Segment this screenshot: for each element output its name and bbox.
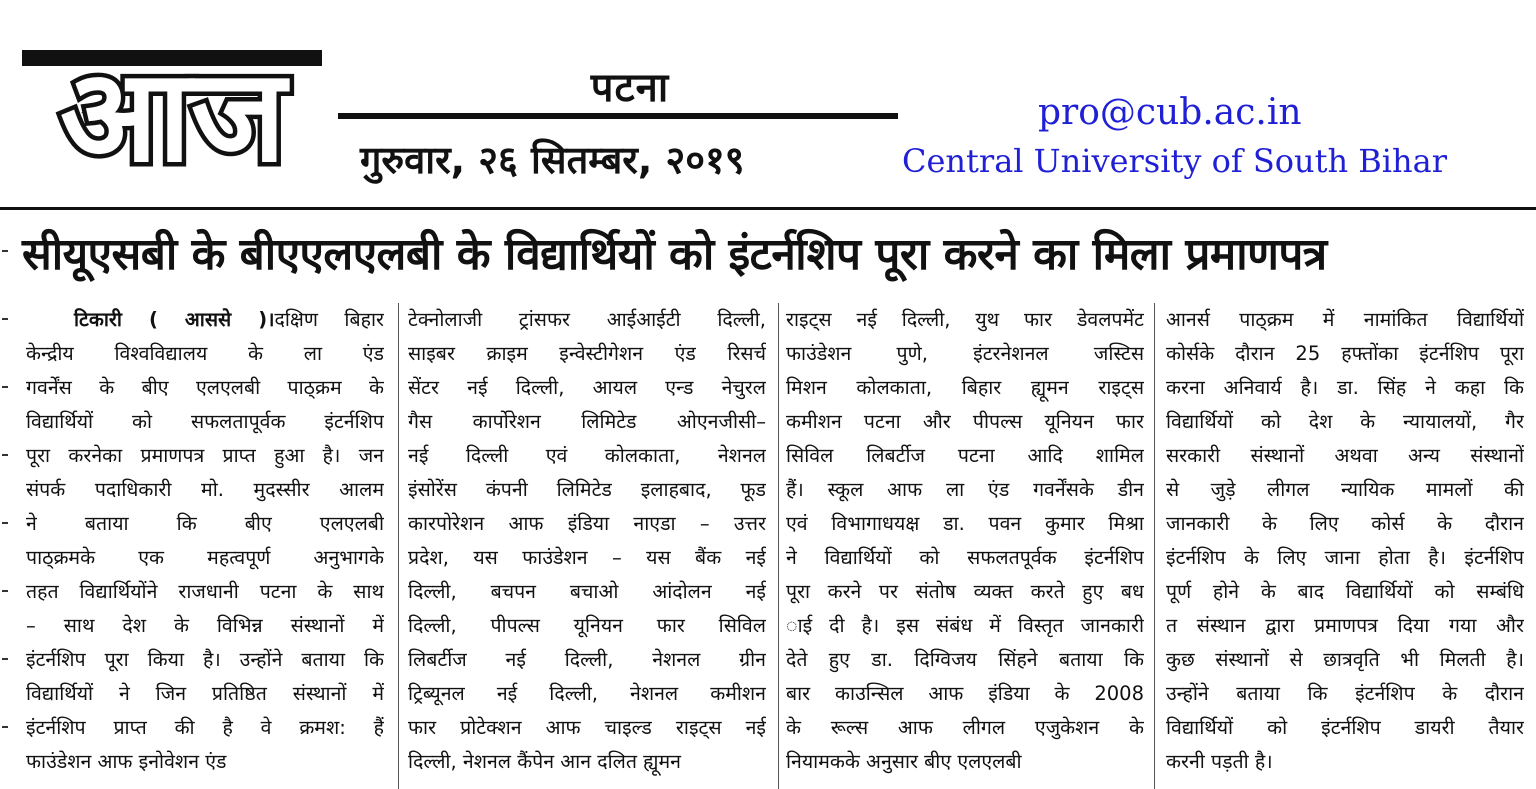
article-line: टेक्नोलाजी ट्रांसफर आईआईटी दिल्ली, <box>408 308 766 331</box>
article-column-3 <box>786 303 1144 789</box>
edition-city: पटना <box>590 65 670 111</box>
article-line: तहत विद्यार्थियोंने राजधानी पटना के साथ <box>26 580 384 603</box>
column-divider <box>398 303 399 789</box>
article-line: कोर्सके दौरान 25 हफ्तोंका इंटर्नशिप पूरा <box>1166 342 1524 365</box>
university-name: Central University of South Bihar <box>902 142 1448 180</box>
article-line: दिल्ली, बचपन बचाओ आंदोलन नई <box>408 580 766 603</box>
article-line: से जुड़े लीगल न्यायिक मामलों की <box>1166 478 1524 501</box>
article-line: विद्यार्थियों ने जिन प्रतिष्ठित संस्थानों में <box>26 682 384 705</box>
margin-mark <box>2 454 8 456</box>
article-body <box>26 303 1526 789</box>
article-column-1 <box>26 303 384 789</box>
article-line: ाई दी है। इस संबंध में विस्तृत जानकारी <box>786 614 1144 637</box>
article-line: गवर्नेंस के बीए एलएलबी पाठ्क्रम के <box>26 376 384 399</box>
article-line: मिशन कोलकाता, बिहार ह्यूमन राइट्स <box>786 376 1144 399</box>
article-line: उन्होंने बताया कि इंटर्नशिप के दौरान <box>1166 682 1524 705</box>
article-line: गैस कार्पोरेशन लिमिटेड ओएनजीसी– <box>408 410 766 433</box>
column-divider <box>778 303 779 789</box>
article-dateline: टिकारी ( आससे )। <box>74 308 275 331</box>
article-line: आनर्स पाठ्क्रम में नामांकित विद्यार्थियों <box>1166 308 1524 331</box>
city-underline <box>338 113 898 119</box>
article-line: दिल्ली, पीपल्स यूनियन फार सिविल <box>408 614 766 637</box>
article-column-2 <box>408 303 766 789</box>
article-line: के रूल्स आफ लीगल एजुकेशन के <box>786 716 1144 739</box>
article-line: नियामकके अनुसार बीए एलएलबी <box>786 750 1022 773</box>
article-line: त संस्थान द्वारा प्रमाणपत्र दिया गया और <box>1166 614 1524 637</box>
article-line: विद्यार्थियों को सफलतापूर्वक इंटर्नशिप <box>26 410 384 433</box>
adjacent-column-edge <box>0 228 14 788</box>
article-column-4 <box>1166 303 1524 789</box>
article-line: सरकारी संस्थानों अथवा अन्य संस्थानों <box>1166 444 1524 467</box>
margin-mark <box>2 318 8 320</box>
article-line: हैं। स्कूल आफ ला एंड गवर्नेंसके डीन <box>786 478 1144 501</box>
article-line: विद्यार्थियों को इंटर्नशिप डायरी तैयार <box>1166 716 1524 739</box>
article-line: एवं विभागाधयक्ष डा. पवन कुमार मिश्रा <box>786 512 1144 535</box>
article-line-text: दक्षिण बिहार <box>274 308 384 331</box>
article-line: पूरा करनेका प्रमाणपत्र प्राप्त हुआ है। जन <box>26 444 384 467</box>
article-line: संपर्क पदाधिकारी मो. मुदस्सीर आलम <box>26 478 384 501</box>
article-line: कुछ संस्थानों से छात्रवृति भी मिलती है। <box>1166 648 1524 671</box>
article-line: करना अनिवार्य है। डा. सिंह ने कहा कि <box>1166 376 1524 399</box>
article-line: कमीशन पटना और पीपल्स यूनियन फार <box>786 410 1144 433</box>
masthead <box>0 0 1536 210</box>
article-line: ने बताया कि बीए एलएलबी <box>26 512 384 535</box>
aaj-logo-mark <box>8 28 338 178</box>
article-line: इंसोरेंस कंपनी लिमिटेड इलाहबाद, फूड <box>408 478 766 501</box>
header-divider <box>0 207 1536 210</box>
article-line: बार काउन्सिल आफ इंडिया के 2008 <box>786 682 1144 705</box>
article-line: पाठ्क्रमके एक महत्वपूर्ण अनुभागके <box>26 546 384 569</box>
margin-mark <box>2 590 8 592</box>
article-line: इंटर्नशिप प्राप्त की है वे क्रमश: हैं <box>26 716 384 739</box>
article-line: कारपोरेशन आफ इंडिया नाएडा – उत्तर <box>408 512 766 535</box>
newspaper-logo <box>8 28 338 178</box>
article-line: विद्यार्थियों को देश के न्यायालयों, गैर <box>1166 410 1524 433</box>
contact-email: pro@cub.ac.in <box>1038 92 1302 133</box>
article-line: ट्रिब्यूनल नई दिल्ली, नेशनल कमीशन <box>408 682 766 705</box>
article-line: प्रदेश, यस फाउंडेशन – यस बैंक नई <box>408 546 766 569</box>
article-line: राइट्स नई दिल्ली, युथ फार डेवलपमेंट <box>786 308 1144 331</box>
article-line: सेंटर नई दिल्ली, आयल एन्ड नेचुरल <box>408 376 766 399</box>
article-line: इंटर्नशिप पूरा किया है। उन्होंने बताया कि <box>26 648 384 671</box>
margin-mark <box>2 522 8 524</box>
article-line: दिल्ली, नेशनल कैंपेन आन दलित ह्यूमन <box>408 750 681 773</box>
article-line <box>26 303 384 337</box>
article-headline: सीयूएसबी के बीएएलएलबी के विद्यार्थियों को इंटर्नशिप पूरा करने का मिला प्रमाणपत्र <box>22 229 1327 280</box>
article-line: देते हुए डा. दिग्विजय सिंहने बताया कि <box>786 648 1144 671</box>
edition-date: गुरुवार, २६ सितम्बर, २०१९ <box>360 138 745 182</box>
margin-mark <box>2 386 8 388</box>
margin-mark <box>2 658 8 660</box>
article-line: साइबर क्राइम इन्वेस्टीगेशन एंड रिसर्च <box>408 342 766 365</box>
column-divider <box>1154 303 1155 789</box>
article-line: जानकारी के लिए कोर्स के दौरान <box>1166 512 1524 535</box>
article-line: केन्द्रीय विश्वविद्यालय के ला एंड <box>26 342 384 365</box>
article-line: लिबर्टीज नई दिल्ली, नेशनल ग्रीन <box>408 648 766 671</box>
margin-mark <box>2 726 8 728</box>
article-line: पूरा करने पर संतोष व्यक्त करते हुए बध <box>786 580 1144 603</box>
article-line: करनी पड़ती है। <box>1166 750 1273 773</box>
article-line: इंटर्नशिप के लिए जाना होता है। इंटर्नशिप <box>1166 546 1524 569</box>
article-line: फाउंडेशन आफ इनोवेशन एंड <box>26 750 227 773</box>
article-line: फाउंडेशन पुणे, इंटरनेशनल जस्टिस <box>786 342 1144 365</box>
article-line: – साथ देश के विभिन्न संस्थानों में <box>26 614 384 637</box>
article-line: पूर्ण होने के बाद विद्यार्थियों को सम्बंधि <box>1166 580 1524 603</box>
article-line: ने विद्यार्थियों को सफलतपूर्वक इंटर्नशिप <box>786 546 1144 569</box>
margin-mark <box>2 250 8 252</box>
article-line: फार प्रोटेक्शन आफ चाइल्ड राइट्स नई <box>408 716 766 739</box>
article-line: नई दिल्ली एवं कोलकाता, नेशनल <box>408 444 766 467</box>
article-line: सिविल लिबर्टीज पटना आदि शामिल <box>786 444 1144 467</box>
logo-text: आज <box>60 42 286 178</box>
